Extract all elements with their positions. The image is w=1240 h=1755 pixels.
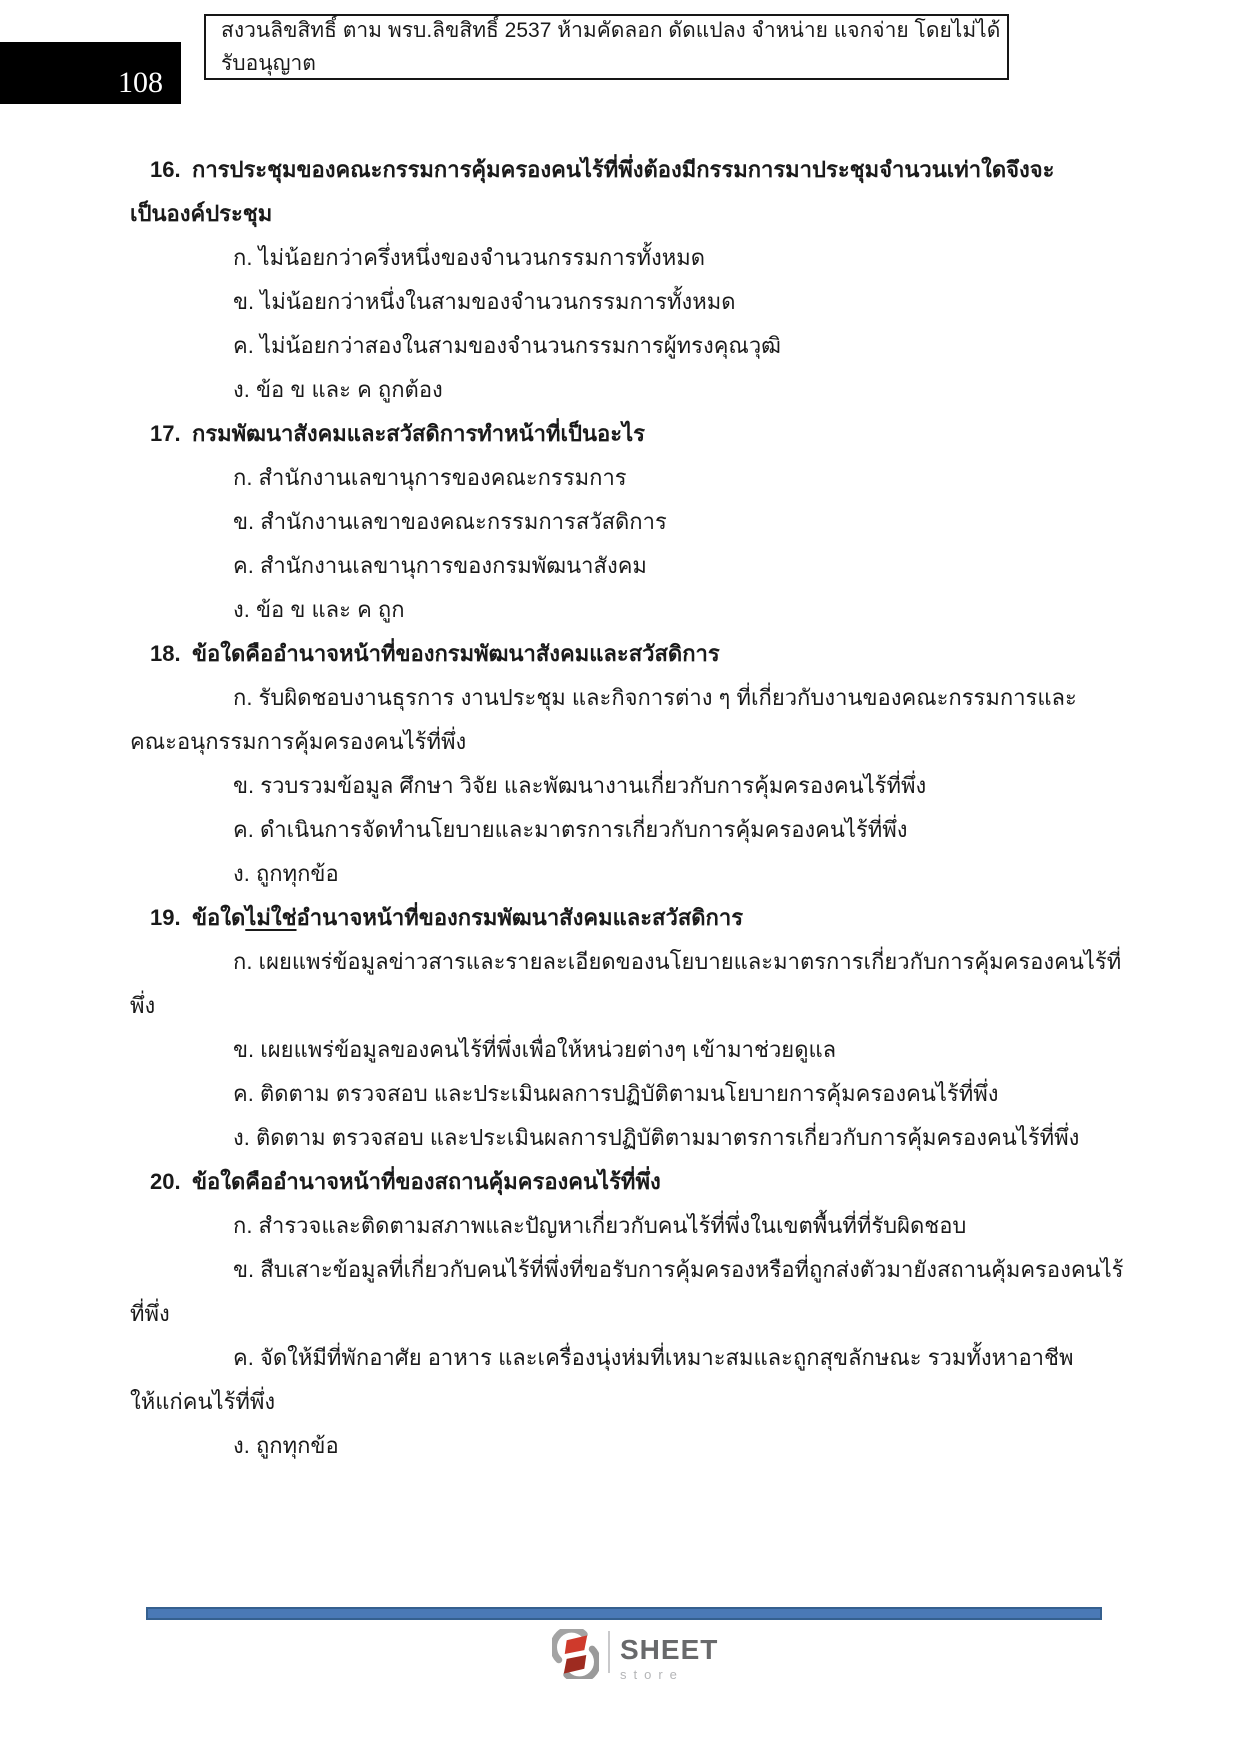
question-17-option-a: ก. สำนักงานเลขานุการของคณะกรรมการ	[233, 465, 627, 490]
question-16-option-a: ก. ไม่น้อยกว่าครึ่งหนึ่งของจำนวนกรรมการทั้งหมด	[233, 245, 705, 270]
page-number-box	[0, 42, 181, 104]
question-16-option-d: ง. ข้อ ข และ ค ถูกต้อง	[233, 377, 443, 402]
question-20-title	[130, 1160, 1120, 1204]
sheet-store-logo	[552, 1629, 718, 1681]
question-20-option-c: ค. จัดให้มีที่พักอาศัย อาหาร และเครื่องนุ่งห่มที่เหมาะสมและถูกสุขลักษณะ รวมทั้งหาอาชีพ	[233, 1345, 1074, 1370]
question-title-text: การประชุมของคณะกรรมการคุ้มครองคนไร้ที่พึ่งต้องมีกรรมการมาประชุมจำนวนเท่าใดจึงจะ	[192, 157, 1055, 182]
questions-section	[130, 148, 1124, 1468]
question-17-title	[130, 412, 1120, 456]
question-title-suffix: อำนาจหน้าที่ของกรมพัฒนาสังคมและสวัสดิการ	[296, 905, 744, 930]
footer-divider-bar	[146, 1607, 1102, 1620]
copyright-box	[204, 14, 1009, 80]
question-16-title	[130, 148, 1120, 192]
question-19-title	[130, 896, 1120, 940]
logo-title: SHEET	[620, 1634, 719, 1665]
question-20-option-b-cont: ที่พึ่ง	[130, 1301, 170, 1326]
question-16-title-cont: เป็นองค์ประชุม	[130, 201, 273, 226]
copyright-notice: สงวนลิขสิทธิ์ ตาม พรบ.ลิขสิทธิ์ 2537 ห้ามคัดลอก ดัดแปลง จำหน่าย แจกจ่าย โดยไม่ได้รับอนุญาต	[221, 19, 1001, 75]
logo-divider	[608, 1631, 610, 1673]
question-title-text: ข้อใดคืออำนาจหน้าที่ของกรมพัฒนาสังคมและสวัสดิการ	[192, 641, 720, 666]
sheet-store-s-icon	[552, 1629, 599, 1679]
question-16-option-b: ข. ไม่น้อยกว่าหนึ่งในสามของจำนวนกรรมการทั้งหมด	[233, 289, 736, 314]
question-number: 16.	[150, 157, 181, 182]
question-17-option-d: ง. ข้อ ข และ ค ถูก	[233, 597, 405, 622]
question-18-option-c: ค. ดำเนินการจัดทำนโยบายและมาตรการเกี่ยวกับการคุ้มครองคนไร้ที่พึ่ง	[233, 817, 908, 842]
logo-subtitle: store	[620, 1667, 684, 1682]
question-18-option-d: ง. ถูกทุกข้อ	[233, 861, 339, 886]
question-20-option-d: ง. ถูกทุกข้อ	[233, 1433, 339, 1458]
question-number: 17.	[150, 421, 181, 446]
question-19-option-d: ง. ติดตาม ตรวจสอบ และประเมินผลการปฏิบัติตามมาตรการเกี่ยวกับการคุ้มครองคนไร้ที่พึ่ง	[233, 1125, 1080, 1150]
question-19-option-b: ข. เผยแพร่ข้อมูลของคนไร้ที่พึ่งเพื่อให้หน่วยต่างๆ เข้ามาช่วยดูแล	[233, 1037, 837, 1062]
question-number: 20.	[150, 1169, 181, 1194]
question-title-underlined: ไม่ใช่	[245, 905, 297, 930]
question-20-option-c-cont: ให้แก่คนไร้ที่พึ่ง	[130, 1389, 276, 1414]
question-16-option-c: ค. ไม่น้อยกว่าสองในสามของจำนวนกรรมการผู้ทรงคุณวุฒิ	[233, 333, 782, 358]
question-17-option-b: ข. สำนักงานเลขาของคณะกรรมการสวัสดิการ	[233, 509, 667, 534]
question-18-option-b: ข. รวบรวมข้อมูล ศึกษา วิจัย และพัฒนางานเกี่ยวกับการคุ้มครองคนไร้ที่พึ่ง	[233, 773, 927, 798]
question-18-option-a: ก. รับผิดชอบงานธุรการ งานประชุม และกิจการต่าง ๆ ที่เกี่ยวกับงานของคณะกรรมการและ	[233, 685, 1077, 710]
question-title-text: ข้อใดคืออำนาจหน้าที่ของสถานคุ้มครองคนไร้ที่พึ่ง	[192, 1169, 661, 1194]
question-20-option-b: ข. สืบเสาะข้อมูลที่เกี่ยวกับคนไร้ที่พึ่งที่ขอรับการคุ้มครองหรือที่ถูกส่งตัวมายังสถานคุ้มครองคนไร้	[233, 1257, 1124, 1282]
question-20-option-a: ก. สำรวจและติดตามสภาพและปัญหาเกี่ยวกับคนไร้ที่พึ่งในเขตพื้นที่ที่รับผิดชอบ	[233, 1213, 967, 1238]
question-number: 18.	[150, 641, 181, 666]
question-title-text: กรมพัฒนาสังคมและสวัสดิการทำหน้าที่เป็นอะไร	[192, 421, 645, 446]
page-number: 108	[118, 66, 163, 99]
logo-text	[620, 1629, 718, 1681]
question-19-option-c: ค. ติดตาม ตรวจสอบ และประเมินผลการปฏิบัติตามนโยบายการคุ้มครองคนไร้ที่พึ่ง	[233, 1081, 999, 1106]
question-18-title	[130, 632, 1120, 676]
question-number: 19.	[150, 905, 181, 930]
question-19-option-a-cont: พึ่ง	[130, 993, 156, 1018]
question-18-option-a-cont: คณะอนุกรรมการคุ้มครองคนไร้ที่พึ่ง	[130, 729, 467, 754]
question-19-option-a: ก. เผยแพร่ข้อมูลข่าวสารและรายละเอียดของนโยบายและมาตรการเกี่ยวกับการคุ้มครองคนไร้ที่	[233, 949, 1122, 974]
question-title-prefix: ข้อใด	[192, 905, 246, 930]
question-17-option-c: ค. สำนักงานเลขานุการของกรมพัฒนาสังคม	[233, 553, 647, 578]
